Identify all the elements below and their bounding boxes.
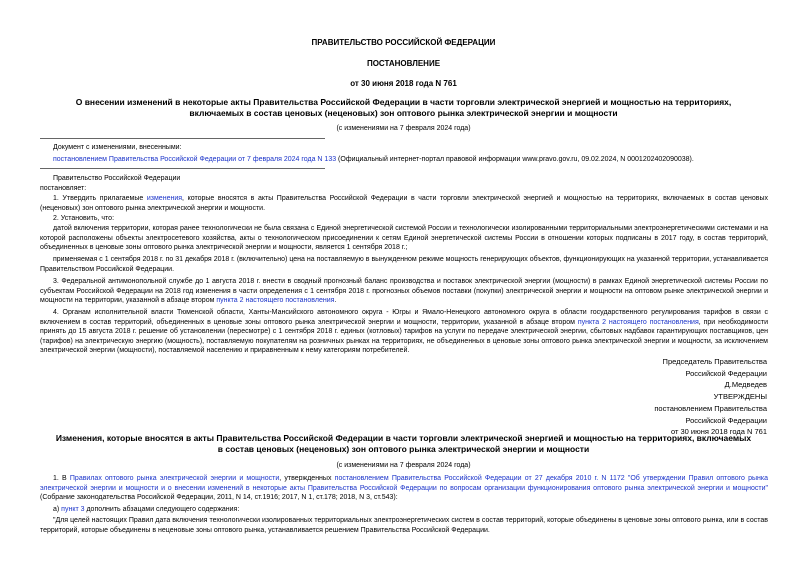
decides-label: постановляет: <box>40 185 87 192</box>
amendment-source-suffix: (Официальный интернет-портал правовой информации www.pravo.gov.ru, 09.02.2024, N 0001202402090038). <box>336 156 694 163</box>
changes-intro: Документ с изменениями, внесенными: <box>53 144 182 151</box>
annex-paragraph-1: 1. В Правилах оптового рынка электрической энергии и мощности, утвержденных постановлением Правительства Российской Федерации от 27 декабря 2010 г. N 1172 "Об утверждении Правил оптового рынка электрической энергии и мощности и о внесении изменений в некоторые акты Правительства Российской Федерации по вопросам организации функционирования оптового рынка электрической энергии и мощности" (Собрание законодательства Российской Федерации, 2011, N 14, ст.1916; 2017, N 1, ст.178; 2018, N 3, ст.543): <box>40 475 768 502</box>
divider-top <box>40 138 325 139</box>
signature-position: Председатель Правительства <box>662 357 767 366</box>
document-type: ПОСТАНОВЛЕНИЕ <box>366 59 441 68</box>
document-date: от 30 июня 2018 года N 761 <box>350 79 457 88</box>
signature-country: Российской Федерации <box>685 369 767 378</box>
divider-bottom <box>40 168 325 169</box>
point-3-link[interactable]: пункт 3 <box>61 506 85 513</box>
subitem-a: а) пункт 3 дополнить абзацами следующего содержания: <box>53 506 240 513</box>
government-name: Правительство Российской Федерации <box>53 175 181 182</box>
document-title-line1: О внесении изменений в некоторые акты Правительства Российской Федерации в части торговли электрической энергией и мощностью на территориях, <box>75 97 732 107</box>
government-heading: ПРАВИТЕЛЬСТВО РОССИЙСКОЙ ФЕДЕРАЦИИ <box>311 38 496 47</box>
approved-date: от 30 июня 2018 года N 761 <box>670 427 767 436</box>
approved-label: УТВЕРЖДЕНЫ <box>713 392 767 401</box>
paragraph-4: 4. Органам исполнительной власти Тюменской области, Ханты-Мансийского автономного округа - Югры и Ямало-Ненецкого автономного округа в области государственного регулирования тарифов в связи с включением в состав территорий, объединенных в ценовые зоны оптового рынка электрической энергии и мощности, территории, указанной в абзаце втором пункта 2 настоящего постановления, при необходимости принять до 15 августа 2018 г. решение об установлении (пересмотре) с 1 сентября 2018 г. единых (котловых) тарифов на услуги по передаче электрической энергии, сбытовых надбавок гарантирующих поставщиков, цен (тарифов) на электрическую энергию (мощность), поставляемую покупателям на розничных рынках на территориях, не объединенных в ценовые зоны оптового рынка электрической энергии и мощности, за исключением электрической энергии (мощности), поставляемой населению и приравненным к нему категориям потребителей. <box>40 309 768 355</box>
clause-2-link-2[interactable]: пункта 2 настоящего постановления <box>577 318 699 326</box>
approved-country: Российской Федерации <box>685 416 767 425</box>
quoted-paragraph: "Для целей настоящих Правил дата включения технологически изолированных территориальных электроэнергетических систем в состав территорий, которые объединены в ценовые зоны оптового рынка, или в состав территорий, которые объединены в неценовые зоны оптового рынка, устанавливается решением Правительства Российской Федерации. <box>40 517 768 534</box>
changes-note: (с изменениями на 7 февраля 2024 года) <box>336 125 471 132</box>
annex-title-line1: Изменения, которые вносятся в акты Правительства Российской Федерации в части торговли электрической энергией и мощностью на территориях, включаемых <box>55 433 752 443</box>
annex-changes-note: (с изменениями на 7 февраля 2024 года) <box>336 462 471 469</box>
paragraph-2: 2. Установить, что: <box>53 215 115 222</box>
wholesale-rules-link[interactable]: Правилах оптового рынка электрической энергии и мощности <box>69 475 280 482</box>
clause-2-link[interactable]: пункта 2 настоящего постановления <box>216 297 335 305</box>
paragraph-2-2: применяемая с 1 сентября 2018 г. по 31 декабря 2018 г. (включительно) цена на поставляемую в вынужденном режиме мощность генерирующих объектов, функционирующих на указанной территории, устанавливается Правительством Российской Федерации. <box>40 256 768 273</box>
paragraph-1: 1. Утвердить прилагаемые изменения, которые вносятся в акты Правительства Российской Федерации в части торговли электрической энергией и мощностью на территориях, включаемых в состав ценовых (неценовых) зон оптового рынка электрической энергии и мощности. <box>40 195 769 212</box>
amendment-link[interactable]: постановлением Правительства Российской Федерации от 7 февраля 2024 года N 133 <box>53 156 337 163</box>
paragraph-3: 3. Федеральной антимонопольной службе до 1 августа 2018 г. внести в сводный прогнозный баланс производства и поставок электрической энергии (мощности) в рамках Единой энергетической системы России по субъектам Российской Федерации на 2018 год изменения в части определения с 1 сентября 2018 г. прогнозных объемов поставки (покупки) электрической энергии и мощности на оптовом рынке электрической энергии и мощности на территории, указанной в абзаце втором пункта 2 настоящего постановления. <box>40 278 768 305</box>
signature-name: Д.Медведев <box>724 380 767 389</box>
changes-link[interactable]: изменения <box>146 195 183 202</box>
resolution-1172-link[interactable]: постановлением Правительства Российской Федерации от 27 декабря 2010 г. N 1172 "Об утверждении Правил оптового рынка электрической энергии и мощности и о внесении изменений в некоторые акты Правительства Российской Федерации по вопросам организации функционирования оптового рынка электрической энергии и мощности" <box>40 475 768 492</box>
changes-source <box>53 155 694 165</box>
annex-title-line2: в состав ценовых (неценовых) зон оптового рынка электрической энергии и мощности <box>217 444 590 454</box>
paragraph-2-1: датой включения территории, которая ранее технологически не была связана с Единой энергетической системой России и технологически изолированными территориальными электроэнергетическими системами и на которой расположены объекты электросетевого хозяйства, акты о технологическом присоединении к сетям Единой энергетической системы России в отношении которых подписаны в 2017 году, в состав территорий, объединенных в ценовые зоны оптового рынка электрической энергии и мощности, является 1 сентября 2018 г.; <box>40 225 768 252</box>
document-title-line2: включаемых в состав ценовых (неценовых) зон оптового рынка электрической энергии и мощности <box>189 108 618 118</box>
approved-by: постановлением Правительства <box>654 404 767 413</box>
